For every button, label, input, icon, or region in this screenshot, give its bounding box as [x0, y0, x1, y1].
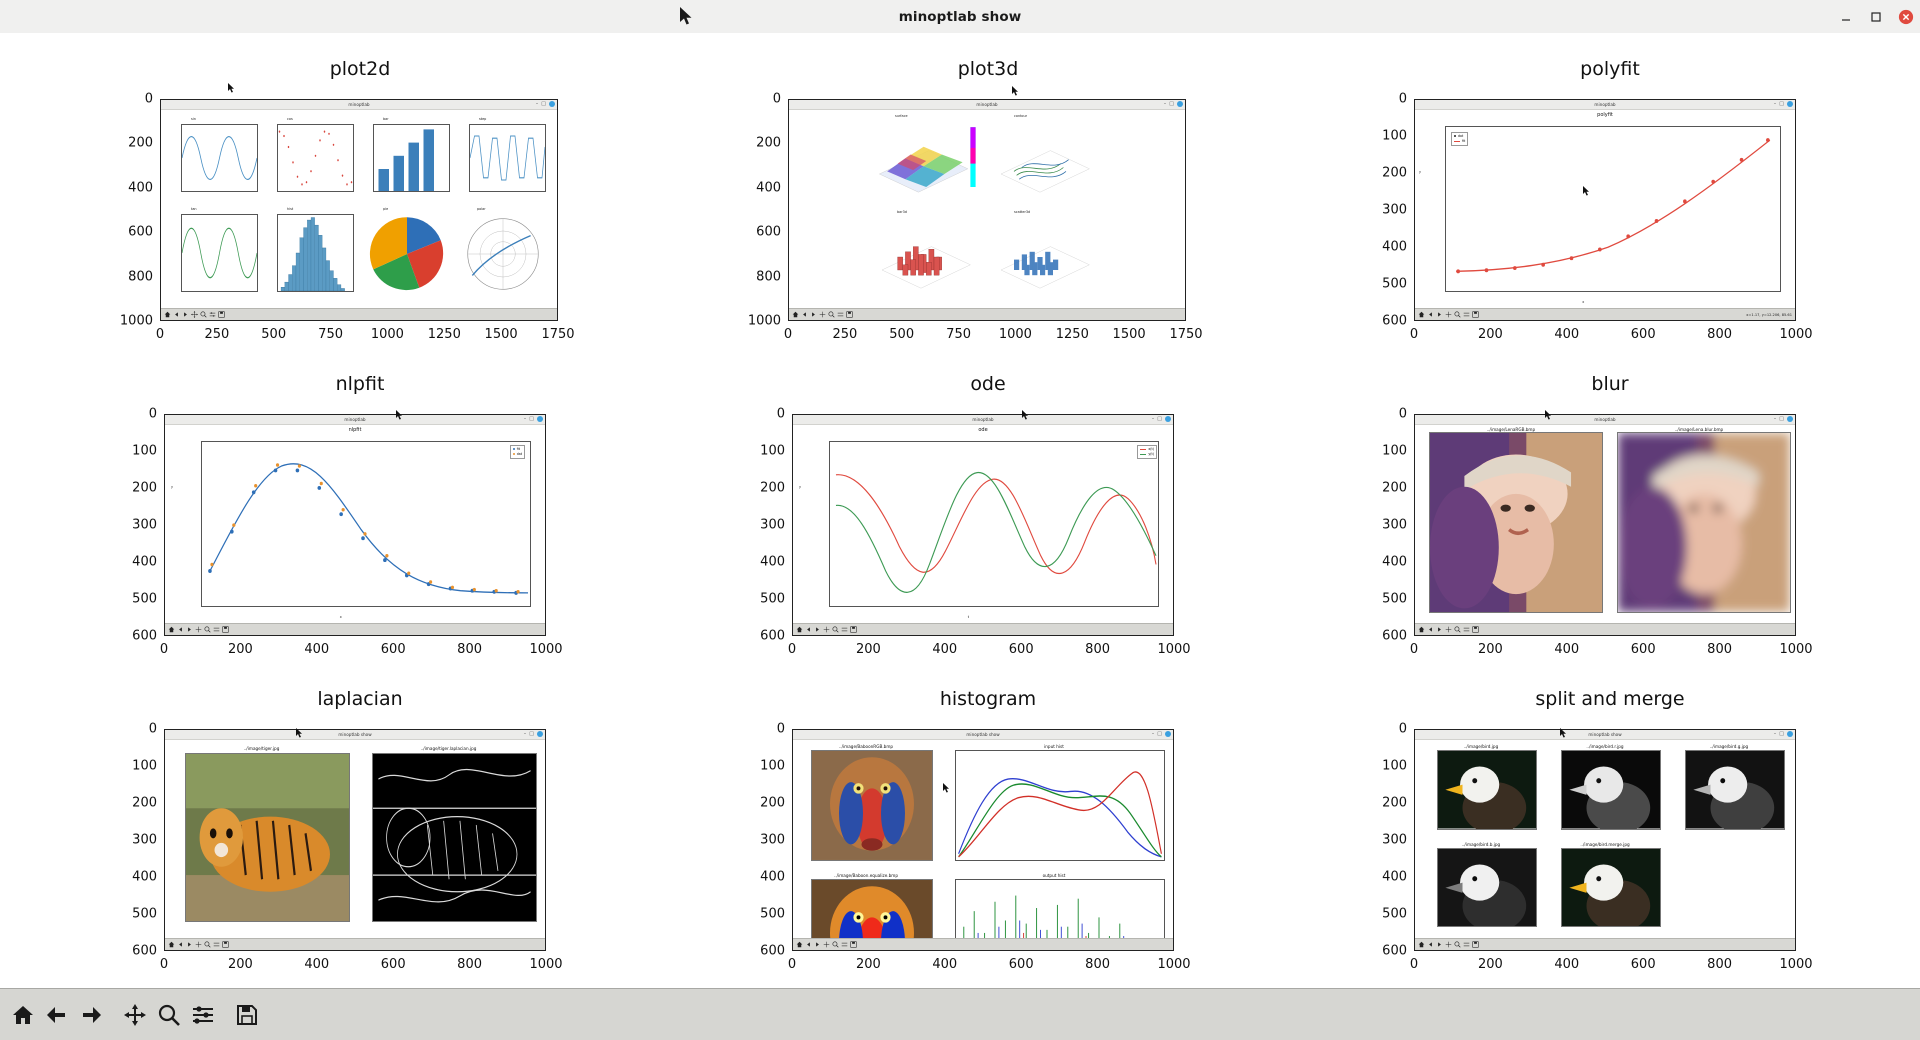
- legend-label: fit: [1462, 138, 1466, 143]
- ytick: 100: [132, 758, 157, 774]
- ytick: 0: [776, 406, 785, 422]
- panel-title-plot3d: plot3d: [957, 58, 1019, 80]
- panel-title-blur: blur: [1591, 373, 1629, 395]
- ytick: 200: [1382, 480, 1407, 496]
- figure-canvas: [0, 33, 1920, 988]
- image-caption: ../image/BaboonRGB.bmp: [838, 744, 894, 749]
- image-caption: ../image/bird.merge.jpg: [1580, 841, 1630, 847]
- mini-maximize-icon[interactable]: □: [1779, 101, 1784, 107]
- image-caption: ../image/tiger.jpg: [243, 746, 280, 751]
- ytick: 200: [760, 480, 785, 496]
- xtick: 400: [304, 642, 330, 657]
- xtick: 800: [457, 957, 483, 972]
- ytick: 200: [1382, 795, 1407, 811]
- ytick: 0: [776, 721, 785, 737]
- mini-minimize-icon[interactable]: –: [1151, 731, 1155, 737]
- xtick: 1000: [998, 327, 1032, 342]
- ytick: 300: [760, 832, 785, 848]
- pan-move-icon[interactable]: [118, 998, 152, 1032]
- xtick: 600: [380, 957, 406, 972]
- ytick: 200: [760, 795, 785, 811]
- panel-nlpfit: [132, 373, 570, 657]
- xtick: 200: [1477, 642, 1503, 657]
- mini-maximize-icon[interactable]: □: [529, 416, 534, 422]
- mini-window-title: minoptlab show: [966, 732, 1000, 737]
- ytick: 100: [760, 758, 785, 774]
- xtick: 200: [1477, 957, 1503, 972]
- ytick: 600: [760, 943, 785, 959]
- ytick: 600: [756, 224, 781, 240]
- xtick: 0: [1409, 327, 1419, 342]
- xtick: 600: [1630, 642, 1656, 657]
- ytick: 300: [1382, 202, 1407, 218]
- subplot-polar: polar: [457, 206, 549, 302]
- panel-plot2d: [119, 58, 575, 342]
- subplot-scatter3d: scatter3d: [988, 210, 1105, 304]
- xtick: 0: [159, 642, 169, 657]
- window-title: minoptlab show: [898, 8, 1022, 25]
- xtick: 400: [1554, 642, 1580, 657]
- xtick: 750: [946, 327, 972, 342]
- xtick: 200: [855, 957, 881, 972]
- home-icon[interactable]: [6, 998, 40, 1032]
- ytick: 400: [760, 554, 785, 570]
- image-caption: ../image/bird.jpg: [1463, 744, 1499, 749]
- panel-title-plot2d: plot2d: [329, 58, 391, 80]
- mini-maximize-icon[interactable]: □: [1157, 416, 1162, 422]
- image-caption: ../image/Baboon.equalize.bmp: [833, 872, 898, 878]
- xtick: 400: [1554, 327, 1580, 342]
- xtick: 600: [1630, 957, 1656, 972]
- xtick: 750: [318, 327, 344, 342]
- save-disk-icon[interactable]: [230, 998, 264, 1032]
- ytick: 300: [132, 832, 157, 848]
- xtick: 800: [1707, 957, 1733, 972]
- minimize-icon[interactable]: [1838, 9, 1854, 25]
- ytick: 600: [132, 943, 157, 959]
- zoom-rect-icon[interactable]: [152, 998, 186, 1032]
- xtick: 1500: [484, 327, 518, 342]
- xtick: 1000: [529, 642, 563, 657]
- subplot-config-icon[interactable]: [186, 998, 220, 1032]
- panel-ode: [760, 373, 1198, 657]
- subplot-hist: hist: [265, 206, 357, 302]
- xtick: 800: [1085, 642, 1111, 657]
- image-caption: ../image/bird.b.jpg: [1461, 841, 1501, 847]
- ytick: 300: [1382, 832, 1407, 848]
- xtick: 0: [159, 957, 169, 972]
- nlpfit-plot-area: nlpfit fit dat y x: [165, 425, 545, 623]
- image-caption: ../image/LenaRGB.bmp: [1486, 427, 1536, 432]
- ytick: 600: [128, 224, 153, 240]
- mini-minimize-icon[interactable]: –: [1773, 731, 1777, 737]
- mini-window-title: minoptlab: [1594, 417, 1616, 422]
- mini-minimize-icon[interactable]: –: [1773, 416, 1777, 422]
- ytick: 0: [148, 721, 157, 737]
- xtick: 0: [155, 327, 165, 342]
- panel-polyfit: [1382, 58, 1820, 342]
- xtick: 1750: [541, 327, 575, 342]
- panel-title-split-and-merge: split and merge: [1535, 688, 1685, 710]
- xtick: 600: [1008, 642, 1034, 657]
- mini-window-title: minoptlab: [976, 102, 998, 107]
- mini-window-title: minoptlab: [1594, 102, 1616, 107]
- mini-window-title: minoptlab: [348, 102, 370, 107]
- xtick: 0: [787, 957, 797, 972]
- subplot-bar3d: bar3d: [869, 210, 986, 304]
- panel-title-polyfit: polyfit: [1580, 58, 1640, 80]
- xtick: 800: [1707, 642, 1733, 657]
- legend-label: y(t): [1148, 451, 1154, 456]
- xtick: 1750: [1169, 327, 1203, 342]
- ytick: 100: [1382, 443, 1407, 459]
- xtick: 1000: [1779, 957, 1813, 972]
- ytick: 0: [772, 91, 781, 107]
- subplot-cos: cos: [265, 116, 357, 202]
- ytick: 1000: [119, 313, 153, 329]
- subplot-contour3d: contour: [988, 114, 1105, 208]
- xtick: 1500: [1112, 327, 1146, 342]
- xtick: 400: [1554, 957, 1580, 972]
- ytick: 400: [756, 180, 781, 196]
- legend-label: x(t): [1148, 447, 1154, 451]
- xtick: 400: [304, 957, 330, 972]
- inner-plot-title: ode: [978, 427, 988, 433]
- ytick: 400: [128, 180, 153, 196]
- ytick: 0: [144, 91, 153, 107]
- legend-label: fit: [516, 447, 521, 451]
- ytick: 0: [1398, 406, 1407, 422]
- ytick: 800: [128, 269, 153, 285]
- mini-minimize-icon[interactable]: –: [523, 416, 527, 422]
- xtick: 800: [457, 642, 483, 657]
- xtick: 1000: [1157, 957, 1191, 972]
- chart-caption: output hist: [1042, 872, 1066, 878]
- mini-minimize-icon[interactable]: –: [1163, 101, 1167, 107]
- panel-title-histogram: histogram: [939, 688, 1037, 710]
- ytick: 500: [1382, 906, 1407, 922]
- xtick: 400: [932, 642, 958, 657]
- xtick: 500: [261, 327, 287, 342]
- ytick: 600: [1382, 943, 1407, 959]
- xtick: 600: [1008, 957, 1034, 972]
- ytick: 100: [1382, 128, 1407, 144]
- mini-window-title: minoptlab show: [338, 732, 372, 737]
- ytick: 600: [1382, 313, 1407, 329]
- ytick: 0: [148, 406, 157, 422]
- close-icon[interactable]: [1898, 9, 1914, 25]
- coordinate-readout: x=1.17, y=12.206, 85.61: [1746, 312, 1792, 317]
- window-controls: [1838, 0, 1914, 33]
- image-caption: ../image/Lena.blur.bmp: [1674, 427, 1724, 432]
- xtick: 200: [855, 642, 881, 657]
- ytick: 800: [756, 269, 781, 285]
- xtick: 1000: [370, 327, 404, 342]
- ytick: 500: [760, 591, 785, 607]
- xtick: 500: [889, 327, 915, 342]
- ytick: 400: [132, 554, 157, 570]
- mini-window-title: minoptlab: [344, 417, 366, 422]
- ytick: 100: [1382, 758, 1407, 774]
- xtick: 200: [227, 957, 253, 972]
- ytick: 600: [1382, 628, 1407, 644]
- xtick: 600: [1630, 327, 1656, 342]
- mini-maximize-icon[interactable]: □: [1169, 101, 1174, 107]
- forward-arrow-icon[interactable]: [74, 998, 108, 1032]
- subplot-step: step: [457, 116, 549, 202]
- ytick: 600: [132, 628, 157, 644]
- xtick: 600: [380, 642, 406, 657]
- xtick: 400: [932, 957, 958, 972]
- ytick: 300: [1382, 517, 1407, 533]
- ytick: 400: [1382, 239, 1407, 255]
- subplot-tan: tan: [169, 206, 261, 302]
- mini-minimize-icon[interactable]: –: [535, 101, 539, 107]
- xtick: 0: [783, 327, 793, 342]
- ytick: 200: [132, 480, 157, 496]
- mini-maximize-icon[interactable]: □: [529, 731, 534, 737]
- panel-histogram: [760, 688, 1198, 972]
- mini-minimize-icon[interactable]: –: [1773, 101, 1777, 107]
- back-arrow-icon[interactable]: [40, 998, 74, 1032]
- mini-window-title: minoptlab: [972, 417, 994, 422]
- inner-plot-title: nlpfit: [348, 427, 362, 433]
- matplotlib-toolbar[interactable]: [0, 988, 1920, 1040]
- ytick: 200: [132, 795, 157, 811]
- ytick: 600: [760, 628, 785, 644]
- panel-laplacian: [132, 688, 570, 972]
- ytick: 200: [1382, 165, 1407, 181]
- xtick: 800: [1707, 327, 1733, 342]
- panel-plot3d: [747, 58, 1203, 342]
- mini-maximize-icon[interactable]: □: [1157, 731, 1162, 737]
- ytick: 300: [760, 517, 785, 533]
- maximize-icon[interactable]: [1868, 9, 1884, 25]
- image-caption: ../image/bird.r.jpg: [1586, 744, 1624, 749]
- ytick: 500: [132, 906, 157, 922]
- mini-maximize-icon[interactable]: □: [1779, 731, 1784, 737]
- xtick: 800: [1085, 957, 1111, 972]
- xtick: 0: [787, 642, 797, 657]
- ytick: 500: [760, 906, 785, 922]
- mini-window-title: minoptlab show: [1588, 732, 1622, 737]
- legend-label: dat: [516, 451, 522, 456]
- legend-label: dot: [1458, 134, 1464, 138]
- mini-minimize-icon[interactable]: –: [523, 731, 527, 737]
- ytick: 200: [756, 135, 781, 151]
- subplot-pie: pie: [361, 206, 453, 302]
- ytick: 500: [1382, 591, 1407, 607]
- chart-caption: input hist: [1044, 744, 1064, 749]
- subplot-surface3d: surface: [869, 114, 986, 208]
- ytick: 400: [132, 869, 157, 885]
- panel-split-and-merge: [1382, 688, 1820, 972]
- xtick: 1000: [1779, 642, 1813, 657]
- ytick: 1000: [747, 313, 781, 329]
- xtick: 200: [1477, 327, 1503, 342]
- polyfit-plot-area: polyfit dot fit y x: [1415, 110, 1795, 308]
- ytick: 200: [128, 135, 153, 151]
- xtick: 1000: [529, 957, 563, 972]
- ytick: 400: [1382, 554, 1407, 570]
- ytick: 500: [1382, 276, 1407, 292]
- ytick: 0: [1398, 91, 1407, 107]
- inner-plot-title: polyfit: [1597, 112, 1613, 118]
- xtick: 0: [1409, 642, 1419, 657]
- window-titlebar: [0, 0, 1920, 34]
- ytick: 400: [1382, 869, 1407, 885]
- ytick: 300: [132, 517, 157, 533]
- subplot-bar: bar: [361, 116, 453, 202]
- ytick: 100: [760, 443, 785, 459]
- ytick: 100: [132, 443, 157, 459]
- xtick: 250: [204, 327, 230, 342]
- image-caption: ../image/tiger.laplacian.jpg: [420, 746, 477, 751]
- image-caption: ../image/bird.g.jpg: [1709, 744, 1749, 749]
- panel-title-ode: ode: [970, 373, 1006, 395]
- mini-maximize-icon[interactable]: □: [541, 101, 546, 107]
- xtick: 1250: [427, 327, 461, 342]
- ode-plot-area: ode x(t) y(t) y t: [793, 425, 1173, 623]
- mini-minimize-icon[interactable]: –: [1151, 416, 1155, 422]
- panel-blur: [1382, 373, 1820, 657]
- xtick: 0: [1409, 957, 1419, 972]
- subplot-sin: sin: [169, 116, 261, 202]
- panel-title-nlpfit: nlpfit: [335, 373, 385, 395]
- ytick: 500: [132, 591, 157, 607]
- xtick: 1000: [1157, 642, 1191, 657]
- ytick: 400: [760, 869, 785, 885]
- xtick: 200: [227, 642, 253, 657]
- xtick: 1250: [1055, 327, 1089, 342]
- panel-title-laplacian: laplacian: [317, 688, 403, 710]
- xtick: 1000: [1779, 327, 1813, 342]
- ytick: 0: [1398, 721, 1407, 737]
- mini-maximize-icon[interactable]: □: [1779, 416, 1784, 422]
- xtick: 250: [832, 327, 858, 342]
